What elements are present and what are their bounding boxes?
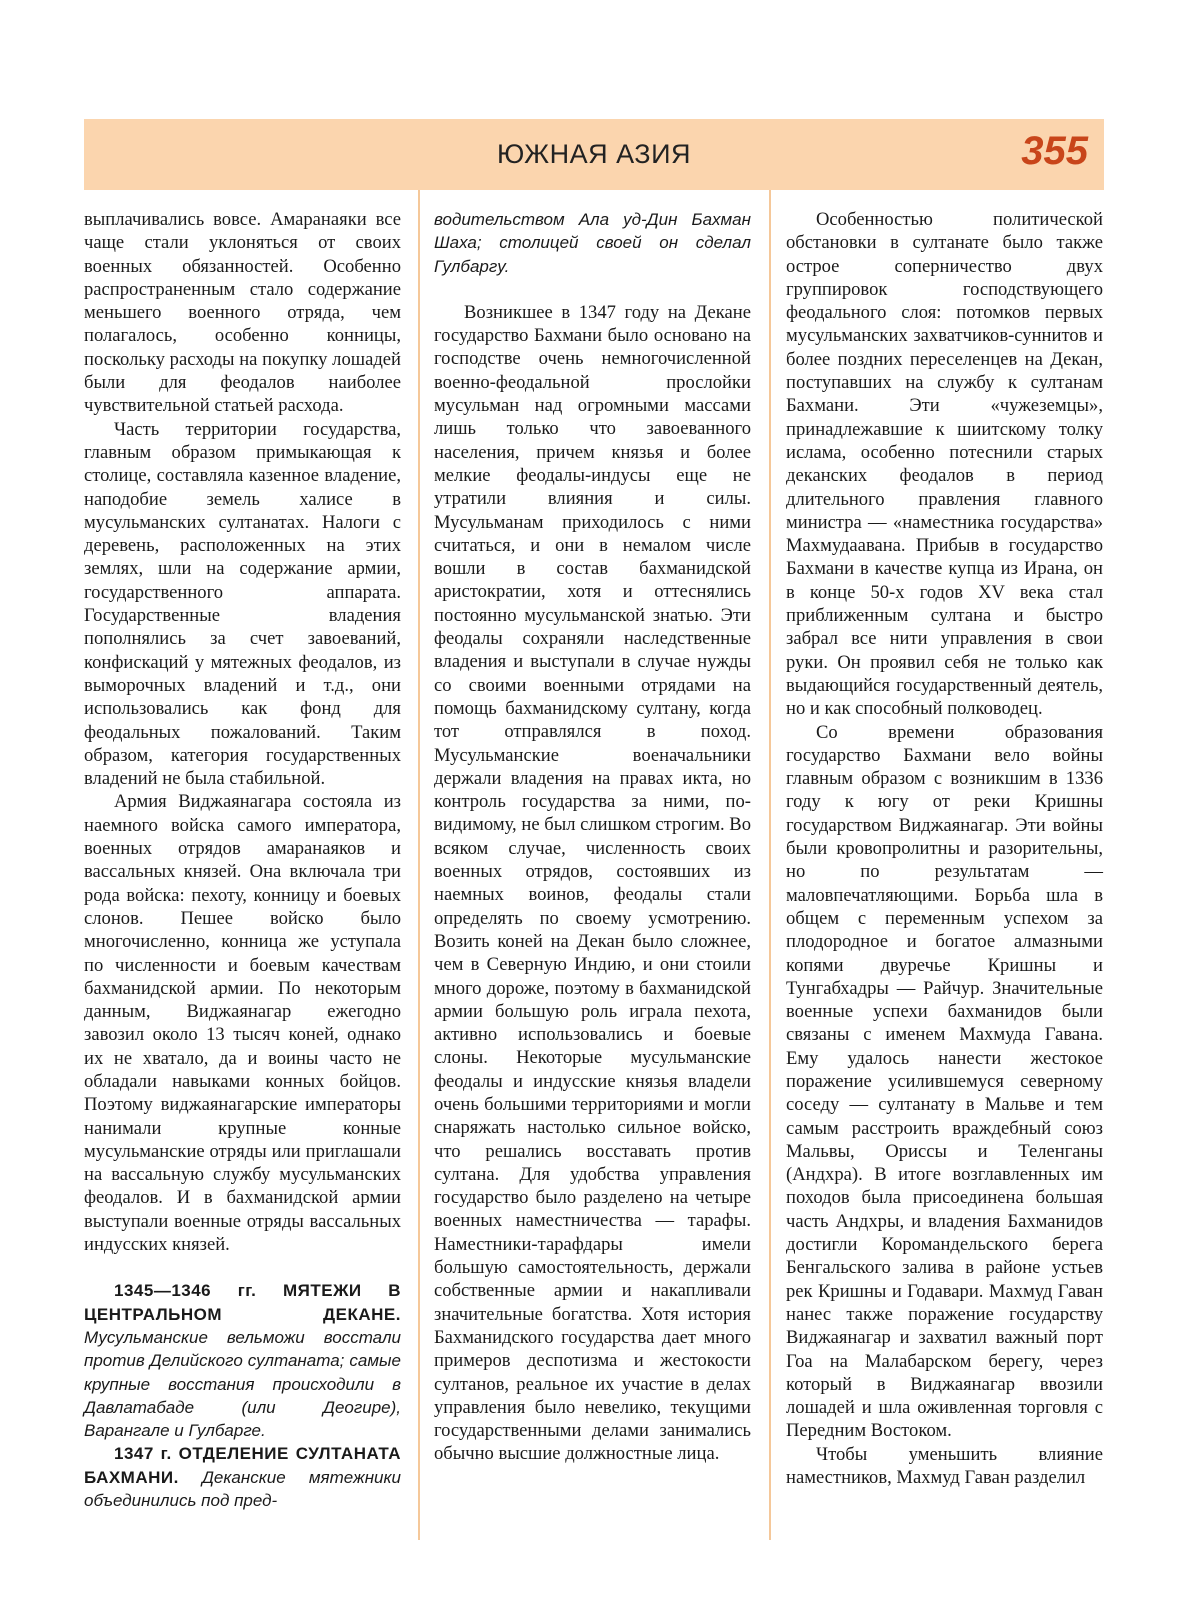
event-title: 1347 г. ОТДЕЛЕНИЕ СУЛТАНАТА БАХМАНИ. xyxy=(84,1444,401,1487)
paragraph: Возникшее в 1347 году на Декане государство Бахмани было основано на господстве очень немногочисленной военно-феодальной прослойки мусульман над огромными массами лишь только что завоеванного населения, причем князья и более мелкие феодалы-индусы еще не утратили влияния и силы. Мусульманам приходилось с ними считаться, и они в немалом числе вошли в состав бахманидской аристократии, хотя и оттеснялись постоянно мусульманской знатью. Эти феодалы сохраняли наследственные владения и выступали в случае нужды со своими военными отрядами на помощь бахманидскому султану, когда тот отправлялся в поход. Мусульманские военачальники держали владения на правах икта, но контроль государства за ними, по-видимому, не был слишком строгим. Во всяком случае, численность своих военных отрядов, состоявших из наемных воинов, феодалы стали определять по своему усмотрению. Возить коней на Декан было сложнее, чем в Северную Индию, и они стоили много дороже, поэтому в бахманидской армии большую роль играла пехота, активно использовались и боевые слоны. Некоторые мусульманские феодалы и индусские князья владели очень большими территориями и могли снаряжать настолько сильное войско, что решались восставать против султана. Для удобства управления государство было разделено на четыре военных наместничества — тарафы. Наместники-тарафдары имели большую самостоятельность, держали собственные армии и накапливали значительные богатства. Хотя история Бахманидского государства дает много примеров деспотизма и жестокости султанов, реальное их участие в делах управления было невелико, текущими государственными делами занимались обычно высшие должностные лица. xyxy=(434,301,751,1465)
column-divider xyxy=(418,190,420,1540)
chronology-continuation: водительством Ала уд-Дин Бахман Шаха; столицей своей он сделал Гулбаргу. xyxy=(434,210,751,276)
page-header xyxy=(84,119,1104,190)
paragraph: Особенностью политической обстановки в султанате было также острое соперничество двух группировок господствующего феодального слоя: потомков первых мусульманских захватчиков-суннитов и более поздних переселенцев на Декан, поступавших на службу к султанам Бахмани. Эти «чужеземцы», принадлежавшие к шиитскому толку ислама, особенно потеснили старых деканских феодалов в период длительного правления главного министра — «наместника государства» Махмудаавана. Прибыв в государство Бахмани в качестве купца из Ирана, он в конце 50-х годов XV века стал приближенным султана и быстро забрал все нити управления в свои руки. Он проявил себя не только как выдающийся государственный деятель, но и как способный полководец. xyxy=(786,209,1103,720)
paragraph: Армия Виджаянагара состояла из наемного войска самого императора, военных отрядов амаранаяков и вассальных князей. Она включала три рода войска: пехоту, конницу и боевых слонов. Пешее войско было многочисленно, конница же уступала по численности и боевым качествам бахманидской армии. По некоторым данным, Виджаянагар ежегодно завозил около 13 тысяч коней, однако их не хватало, да и воины часто не обладали навыками конных бойцов. Поэтому виджаянагарские императоры нанимали крупные конные мусульманские отряды или приглашали на вассальную службу мусульманских феодалов. И в бахманидской армии выступали военные отряды вассальных индусских князей. xyxy=(84,791,401,1256)
text-column-3 xyxy=(786,208,1103,1489)
paragraph: Со времени образования государство Бахмани вело войны главным образом с возникшим в 1336 году к югу от реки Кришны государством Виджаянагар. Эти войны были кровопролитны и разорительны, но по результатам — маловпечатляющими. Борьба шла в общем с переменным успехом за плодородное и богатое алмазными копями двуречье Кришны и Тунгабхадры — Райчур. Значительные военные успехи бахманидов были связаны с именем Махмуда Гавана. Ему удалось нанести жестокое поражение усилившемуся северному соседу — султанату в Мальве и тем самым расстроить враждебный союз Мальвы, Ориссы и Теленганы (Андхра). В итоге возглавленных им походов была присоединена большая часть Андхры, и владения Бахманидов достигли Коромандельского берега Бенгальского залива в районе устьев рек Кришны и Годавари. Махмуд Гаван нанес также поражение государству Виджаянагар и захватил важный порт Гоа на Малабарском берегу, через который в Виджаянагар ввозили лошадей и шла оживленная торговля с Передним Востоком. xyxy=(786,721,1103,1442)
text-column-2 xyxy=(434,208,751,1466)
paragraph: Часть территории государства, главным образом примыкающая к столице, составляла казенное владение, наподобие земель халисе в мусульманских султанатах. Налоги с деревень, расположенных на этих землях, шли на содержание армии, государственного аппарата. Государственные владения пополнялись за счет завоеваний, конфискаций у мятежных феодалов, из выморочных владений и т.д., они использовались как фонд для феодальных пожалований. Таким образом, категория государственных владений не была стабильной. xyxy=(84,418,401,790)
event-text: Мусульманские вельможи восстали против Делийского султаната; самые крупные восстания происходили в Давлатабаде (или Деогире), Варангале и Гулбарге. xyxy=(84,1327,401,1441)
paragraph: Чтобы уменьшить влияние наместников, Махмуд Гаван разделил xyxy=(786,1443,1103,1489)
column-divider xyxy=(769,190,771,1540)
paragraph: выплачивались вовсе. Амаранаяки все чаще стали уклоняться от своих военных обязанностей. Особенно распространенным стало содержание меньшего военного отряда, чем полагалось, особенно конницы, поскольку расходы на покупку лошадей были для феодалов наиболее чувствительной статьей расхода. xyxy=(84,209,401,417)
event-title: 1345—1346 гг. МЯТЕЖИ В ЦЕНТРАЛЬНОМ ДЕКАНЕ. xyxy=(84,1281,401,1324)
section-title: ЮЖНАЯ АЗИЯ xyxy=(496,139,692,169)
chronology-entry xyxy=(84,1279,401,1442)
chronology-entry xyxy=(84,1442,401,1512)
page-number: 355 xyxy=(1021,129,1088,173)
event-text: Деканские мятежники объединились под пред- xyxy=(84,1467,401,1511)
text-column-1 xyxy=(84,208,401,1512)
